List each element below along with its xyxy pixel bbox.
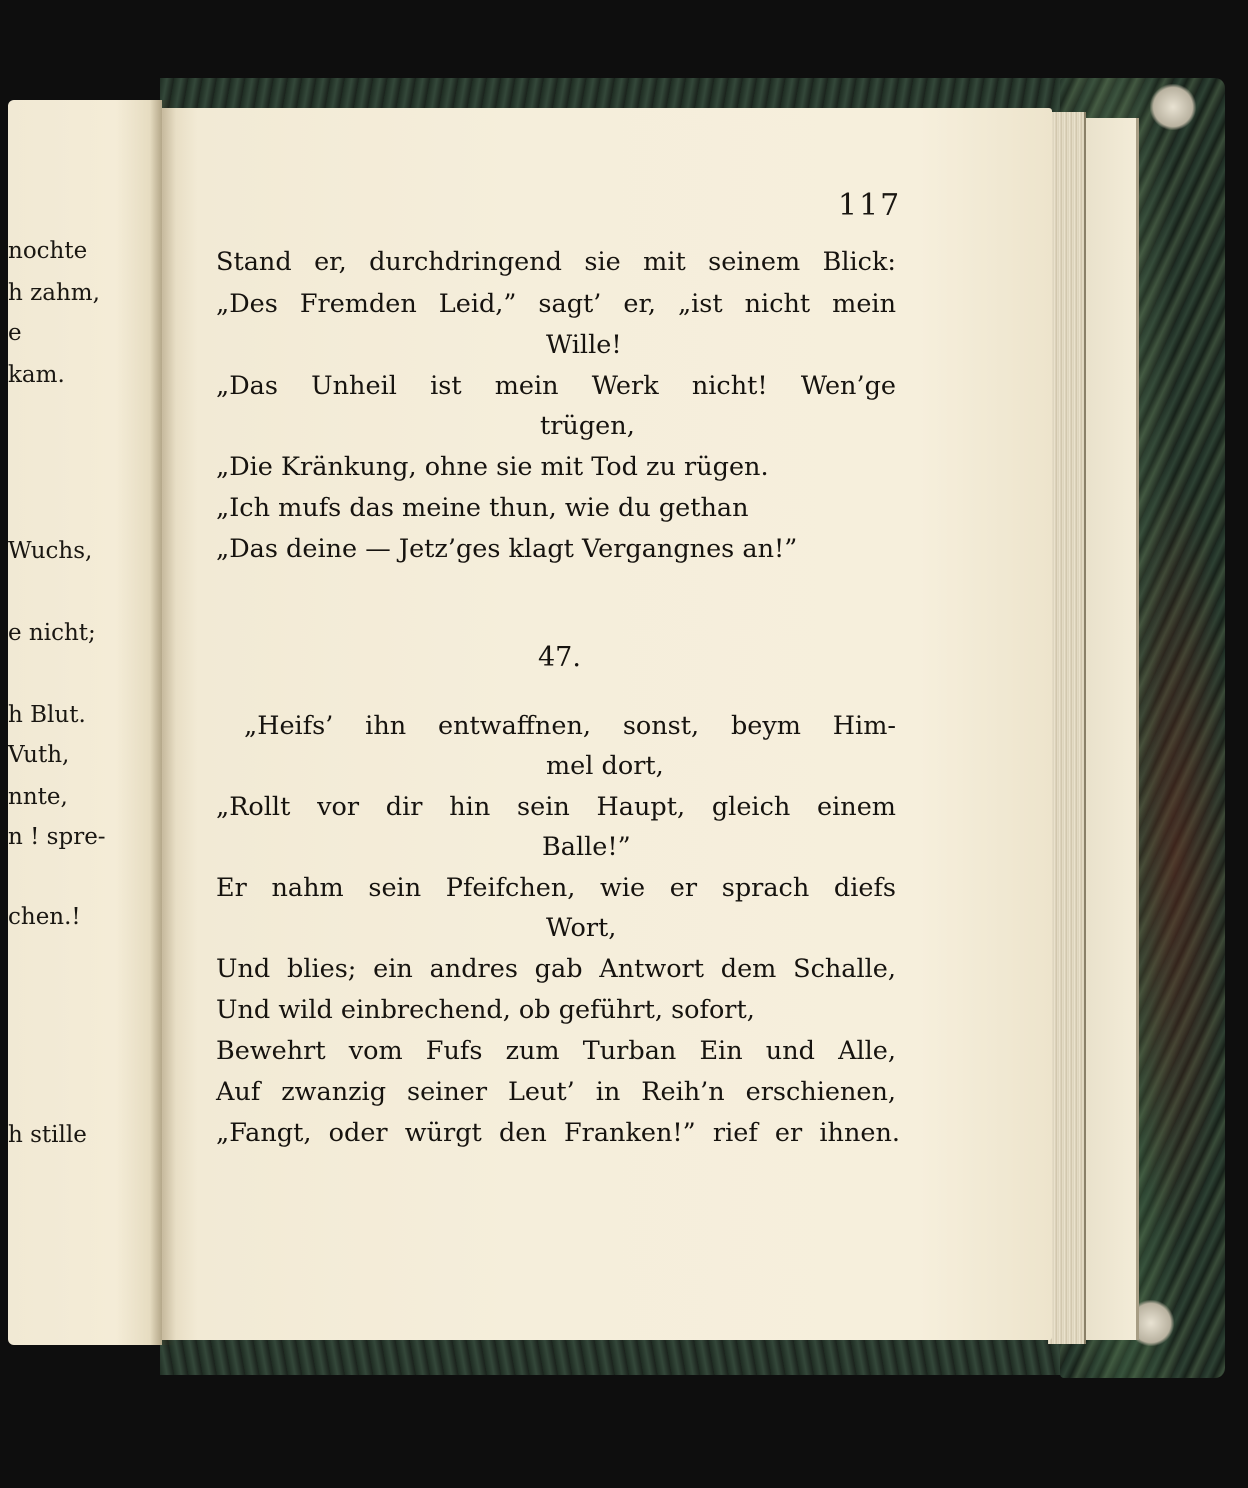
verse-line: „Fangt, oder würgt den Franken!” rief er ihnen. — [216, 1118, 900, 1148]
verse-line: Und wild einbrechend, ob geführt, sofort, — [216, 995, 755, 1025]
verse-line-continuation: mel dort, — [546, 751, 664, 781]
verse-line-continuation: trügen, — [540, 411, 635, 441]
left-page-line: h zahm, — [8, 280, 100, 306]
left-page-line: nochte — [8, 238, 88, 264]
verse-line: Bewehrt vom Fufs zum Turban Ein und Alle, — [216, 1036, 896, 1066]
left-page-line: h stille — [8, 1122, 87, 1148]
left-page-line: kam. — [8, 362, 65, 388]
verse-line-continuation: Balle!” — [542, 832, 631, 862]
verse-line: Er nahm sein Pfeifchen, wie er sprach diefs — [216, 873, 896, 903]
cover-bottom-edge — [160, 1335, 1200, 1375]
verse-line: „Das Unheil ist mein Werk nicht! Wen’ge — [216, 371, 896, 401]
verse-line: Und blies; ein andres gab Antwort dem Schalle, — [216, 954, 896, 984]
left-page-line: nnte, — [8, 784, 68, 810]
gutter-shadow — [150, 100, 176, 1345]
cover-corner-top — [1150, 84, 1196, 130]
left-page-line: chen.! — [8, 904, 81, 930]
page-edges — [1048, 112, 1086, 1344]
left-page-line: e nicht; — [8, 620, 96, 646]
verse-line-continuation: Wort, — [546, 913, 617, 943]
verse-line: „Die Kränkung, ohne sie mit Tod zu rügen. — [216, 452, 769, 482]
page-number: 117 — [838, 188, 902, 223]
verse-line: „Des Fremden Leid,” sagt’ er, „ist nicht mein — [216, 289, 896, 319]
verse-line: Stand er, durchdringend sie mit seinem Blick: — [216, 247, 896, 277]
left-page-line: Wuchs, — [8, 538, 93, 564]
verse-line: „Das deine — Jetz’ges klagt Vergangnes an!” — [216, 534, 798, 564]
endpaper-edge — [1084, 118, 1139, 1340]
verse-line-continuation: Wille! — [546, 330, 622, 360]
verse-line: „Rollt vor dir hin sein Haupt, gleich einem — [216, 792, 896, 822]
stanza-number: 47. — [538, 642, 581, 673]
verse-line: „Heifs’ ihn entwaffnen, sonst, beym Him- — [244, 711, 896, 741]
verse-line: Auf zwanzig seiner Leut’ in Reih’n erschienen, — [216, 1077, 896, 1107]
left-page-line: h Blut. — [8, 702, 86, 728]
verse-line: „Ich mufs das meine thun, wie du gethan — [216, 493, 749, 523]
left-page-line: e — [8, 320, 22, 346]
left-page-line: Vuth, — [8, 742, 70, 768]
left-page — [8, 100, 162, 1345]
left-page-line: n ! spre- — [8, 824, 106, 850]
